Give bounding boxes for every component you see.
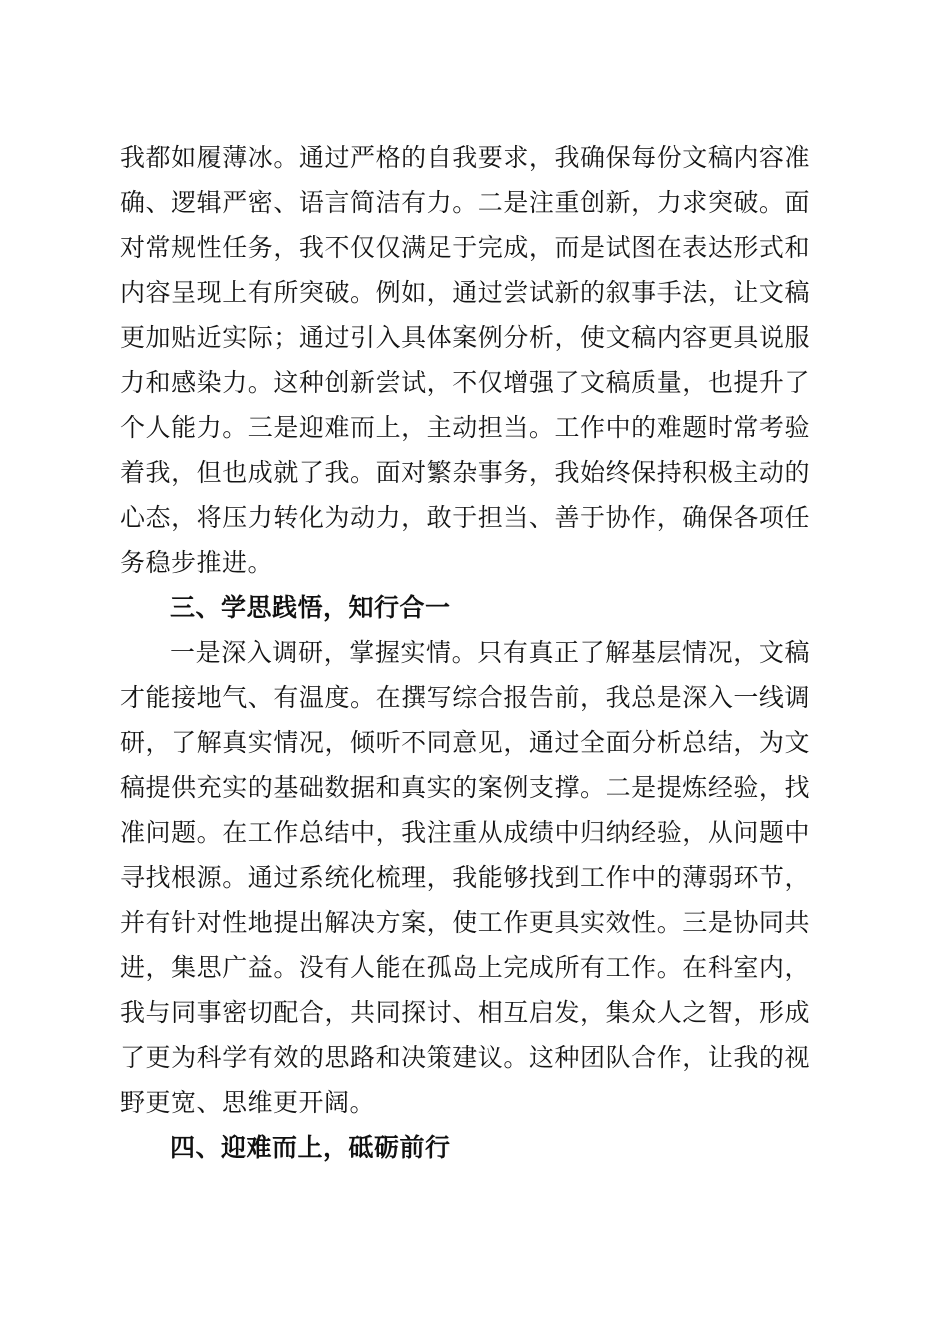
text-line: 了更为科学有效的思路和决策建议。这种团队合作，让我的视 bbox=[120, 1043, 810, 1072]
text-line: 务稳步推进。 bbox=[120, 548, 274, 577]
text-line: 个人能力。三是迎难而上，主动担当。工作中的难题时常考验 bbox=[120, 413, 810, 442]
section-heading-4: 四、迎难而上，砥砺前行 bbox=[170, 1133, 451, 1162]
text-line: 一是深入调研，掌握实情。只有真正了解基层情况，文稿 bbox=[170, 638, 810, 667]
text-line: 对常规性任务，我不仅仅满足于完成，而是试图在表达形式和 bbox=[120, 233, 810, 262]
section-heading-3: 三、学思践悟，知行合一 bbox=[170, 593, 451, 622]
text-line: 我与同事密切配合，共同探讨、相互启发，集众人之智，形成 bbox=[120, 998, 810, 1027]
text-line: 我都如履薄冰。通过严格的自我要求，我确保每份文稿内容准 bbox=[120, 143, 810, 172]
text-line: 并有针对性地提出解决方案，使工作更具实效性。三是协同共 bbox=[120, 908, 810, 937]
text-line: 才能接地气、有温度。在撰写综合报告前，我总是深入一线调 bbox=[120, 683, 810, 712]
text-line: 更加贴近实际；通过引入具体案例分析，使文稿内容更具说服 bbox=[120, 323, 810, 352]
text-line: 野更宽、思维更开阔。 bbox=[120, 1088, 376, 1117]
text-line: 着我，但也成就了我。面对繁杂事务，我始终保持积极主动的 bbox=[120, 458, 810, 487]
text-line: 寻找根源。通过系统化梳理，我能够找到工作中的薄弱环节， bbox=[120, 863, 810, 892]
text-line: 力和感染力。这种创新尝试，不仅增强了文稿质量，也提升了 bbox=[120, 368, 810, 397]
text-line: 研，了解真实情况，倾听不同意见，通过全面分析总结，为文 bbox=[120, 728, 810, 757]
text-line: 进，集思广益。没有人能在孤岛上完成所有工作。在科室内， bbox=[120, 953, 810, 982]
text-line: 确、逻辑严密、语言简洁有力。二是注重创新，力求突破。面 bbox=[120, 188, 810, 217]
text-line: 心态，将压力转化为动力，敢于担当、善于协作，确保各项任 bbox=[120, 503, 810, 532]
text-line: 准问题。在工作总结中，我注重从成绩中归纳经验，从问题中 bbox=[120, 818, 810, 847]
text-line: 内容呈现上有所突破。例如，通过尝试新的叙事手法，让文稿 bbox=[120, 278, 810, 307]
text-line: 稿提供充实的基础数据和真实的案例支撑。二是提炼经验，找 bbox=[120, 773, 810, 802]
